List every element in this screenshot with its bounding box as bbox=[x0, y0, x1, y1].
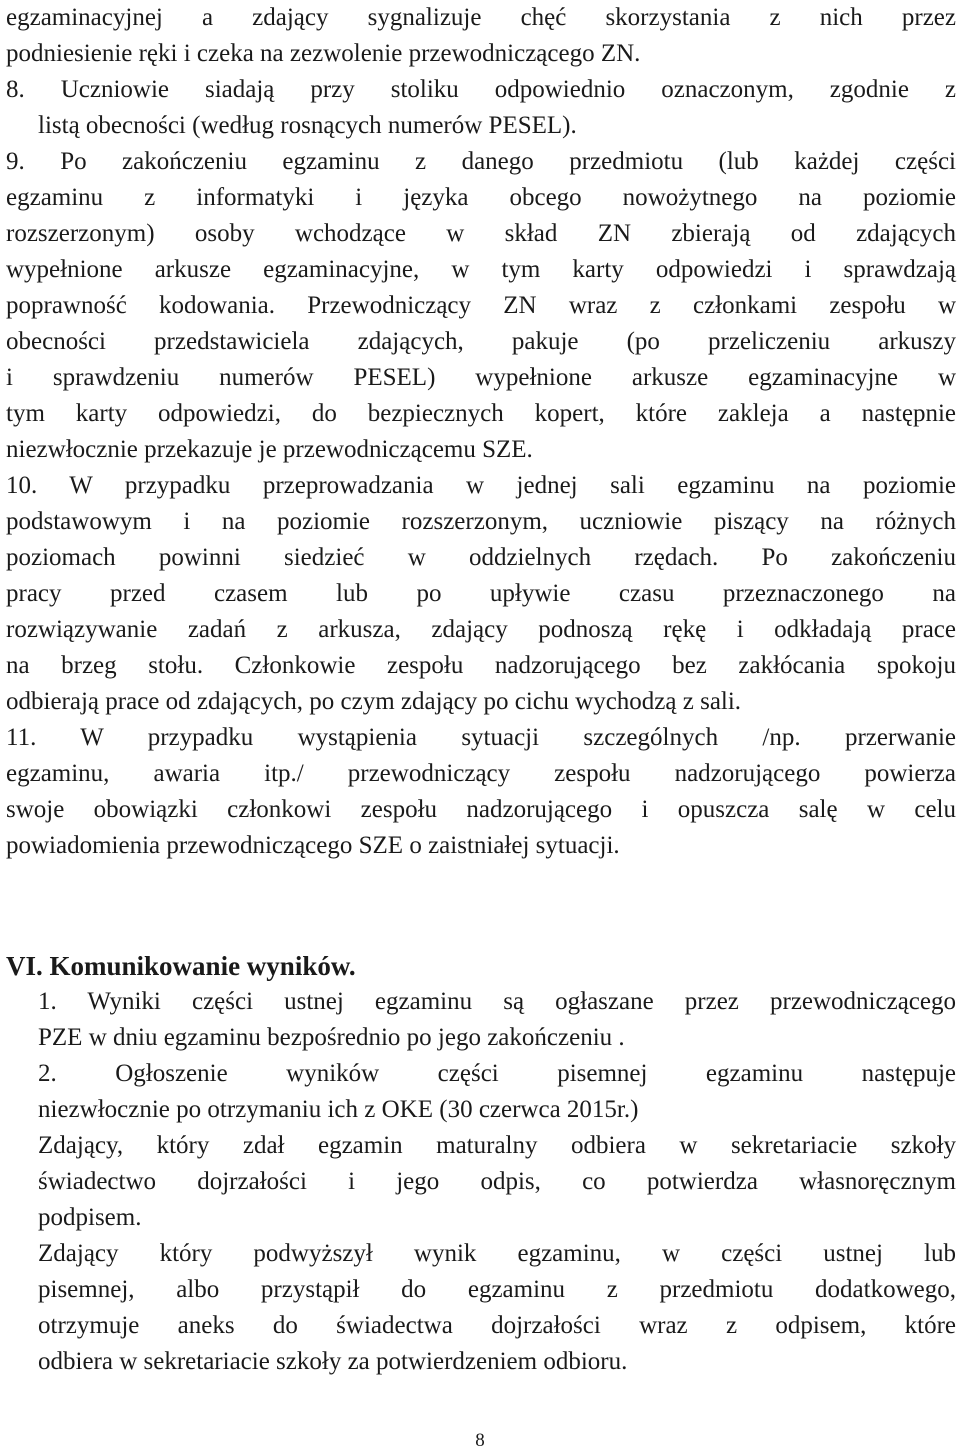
list-item-9-line: egzaminu z informatyki i języka obcego nowożytnego na poziomie bbox=[6, 184, 956, 211]
results-item-1-line: 1. Wyniki części ustnej egzaminu są ogłaszane przez przewodniczącego bbox=[38, 988, 956, 1015]
list-item-10-line: na brzeg stołu. Członkowie zespołu nadzorującego bez zakłócania spokoju bbox=[6, 652, 956, 679]
list-item-11-line: 11. W przypadku wystąpienia sytuacji szczególnych /np. przerwanie bbox=[6, 724, 956, 751]
list-item-10-line: rozwiązywanie zadań z arkusza, zdający podnoszą rękę i odkładają prace bbox=[6, 616, 956, 643]
list-item-9-line: wypełnione arkusze egzaminacyjne, w tym karty odpowiedzi i sprawdzają bbox=[6, 256, 956, 283]
page-number: 8 bbox=[475, 1430, 485, 1451]
list-item-9-line: obecności przedstawiciela zdających, pakuje (po przeliczeniu arkuszy bbox=[6, 328, 956, 355]
list-item-9-line: 9. Po zakończeniu egzaminu z danego przedmiotu (lub każdej części bbox=[6, 148, 956, 175]
text-line: egzaminacyjnej a zdający sygnalizuje chęć skorzystania z nich przez bbox=[6, 4, 956, 31]
results-paragraph-line: Zdający który podwyższył wynik egzaminu, w części ustnej lub bbox=[38, 1240, 956, 1267]
list-item-9-line: niezwłocznie przekazuje je przewodniczącemu SZE. bbox=[6, 436, 533, 463]
results-paragraph-line: odbiera w sekretariacie szkoły za potwierdzeniem odbioru. bbox=[38, 1348, 628, 1375]
results-paragraph-line: podpisem. bbox=[38, 1204, 142, 1231]
results-paragraph-line: pisemnej, albo przystąpił do egzaminu z przedmiotu dodatkowego, bbox=[38, 1276, 956, 1303]
results-item-1-line: PZE w dniu egzaminu bezpośrednio po jego zakończeniu . bbox=[38, 1024, 625, 1051]
results-paragraph-line: otrzymuje aneks do świadectwa dojrzałości wraz z odpisem, które bbox=[38, 1312, 956, 1339]
list-item-10-line: poziomach powinni siedzieć w oddzielnych rzędach. Po zakończeniu bbox=[6, 544, 956, 571]
text-line: podniesienie ręki i czeka na zezwolenie przewodniczącego ZN. bbox=[6, 40, 641, 67]
list-item-8-line: listą obecności (według rosnących numerów PESEL). bbox=[38, 112, 577, 139]
list-item-10-line: pracy przed czasem lub po upływie czasu przeznaczonego na bbox=[6, 580, 956, 607]
list-item-10-line: podstawowym i na poziomie rozszerzonym, uczniowie piszący na różnych bbox=[6, 508, 956, 535]
list-item-9-line: poprawność kodowania. Przewodniczący ZN wraz z członkami zespołu w bbox=[6, 292, 956, 319]
list-item-8-line: 8. Uczniowie siadają przy stoliku odpowiednio oznaczonym, zgodnie z bbox=[6, 76, 956, 103]
results-item-2-line: niezwłocznie po otrzymaniu ich z OKE (30 czerwca 2015r.) bbox=[38, 1096, 639, 1123]
list-item-11-line: powiadomienia przewodniczącego SZE o zaistniałej sytuacji. bbox=[6, 832, 620, 859]
list-item-9-line: i sprawdzeniu numerów PESEL) wypełnione arkusze egzaminacyjne w bbox=[6, 364, 956, 391]
results-item-2-line: 2. Ogłoszenie wyników części pisemnej egzaminu następuje bbox=[38, 1060, 956, 1087]
section-heading: VI. Komunikowanie wyników. bbox=[6, 951, 356, 981]
list-item-11-line: swoje obowiązki członkowi zespołu nadzorującego i opuszcza salę w celu bbox=[6, 796, 956, 823]
list-item-11-line: egzaminu, awaria itp./ przewodniczący zespołu nadzorującego powierza bbox=[6, 760, 956, 787]
list-item-9-line: rozszerzonym) osoby wchodzące w skład ZN zbierają od zdających bbox=[6, 220, 956, 247]
list-item-10-line: 10. W przypadku przeprowadzania w jednej sali egzaminu na poziomie bbox=[6, 472, 956, 499]
results-paragraph-line: Zdający, który zdał egzamin maturalny odbiera w sekretariacie szkoły bbox=[38, 1132, 956, 1159]
list-item-10-line: odbierają prace od zdających, po czym zdający po cichu wychodzą z sali. bbox=[6, 688, 742, 715]
results-paragraph-line: świadectwo dojrzałości i jego odpis, co potwierdza własnoręcznym bbox=[38, 1168, 956, 1195]
list-item-9-line: tym karty odpowiedzi, do bezpiecznych kopert, które zakleja a następnie bbox=[6, 400, 956, 427]
